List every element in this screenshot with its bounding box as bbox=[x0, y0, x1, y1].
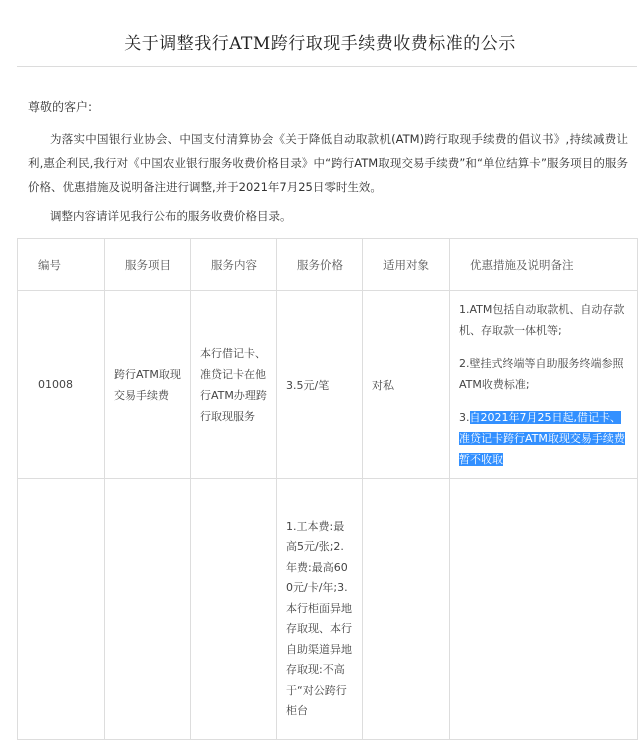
header-note: 优惠措施及说明备注 bbox=[450, 239, 638, 291]
cell-price-text: 1.工本费:最高5元/张;2.年费:最高600元/卡/年;3.本行柜面异地存取现、本行自助渠道异地存取现:不高于“对公跨行柜台 bbox=[286, 519, 352, 717]
title-divider bbox=[17, 66, 637, 67]
selected-text-highlight[interactable]: 自2021年7月25日起,借记卡、准贷记卡跨行ATM取现交易手续费暂不收取 bbox=[459, 411, 625, 466]
note-item-3 bbox=[459, 407, 628, 470]
cell-note bbox=[450, 291, 638, 479]
cell-target: 对私 bbox=[363, 291, 450, 479]
cell-id: 01008 bbox=[18, 291, 105, 479]
cell-item-empty bbox=[105, 479, 191, 740]
table-header-row bbox=[18, 239, 638, 291]
details-paragraph: 调整内容请详见我行公布的服务收费价格目录。 bbox=[50, 209, 292, 223]
header-price: 服务价格 bbox=[277, 239, 363, 291]
note-item-3-prefix: 3. bbox=[459, 411, 470, 424]
cell-target-empty bbox=[363, 479, 450, 740]
header-id: 编号 bbox=[18, 239, 105, 291]
cell-note-empty bbox=[450, 479, 638, 740]
header-target: 适用对象 bbox=[363, 239, 450, 291]
cell-item bbox=[105, 291, 191, 479]
table-row bbox=[18, 291, 638, 479]
greeting: 尊敬的客户: bbox=[28, 100, 93, 114]
cell-price bbox=[277, 479, 363, 740]
page-title: 关于调整我行ATM跨行取现手续费收费标准的公示 bbox=[124, 34, 516, 54]
table-row bbox=[18, 479, 638, 740]
cell-item-text: 跨行ATM取现交易手续费 bbox=[114, 367, 181, 402]
intro-paragraph: 为落实中国银行业协会、中国支付清算协会《关于降低自动取款机(ATM)跨行取现手续费的倡议书》,持续减费让利,惠企利民,我行对《中国农业银行服务收费价格目录》中“跨行ATM取现交易手续费”和“单位结算卡”服务项目的服务价格、优惠措施及说明备注进行调整,并于2021年7月25日零时生效。 bbox=[28, 132, 628, 194]
cell-content bbox=[191, 291, 277, 479]
note-item-2: 2.壁挂式终端等自助服务终端参照ATM收费标准; bbox=[459, 357, 624, 391]
header-content: 服务内容 bbox=[191, 239, 277, 291]
cell-content-empty bbox=[191, 479, 277, 740]
cell-id-empty bbox=[18, 479, 105, 740]
fee-table bbox=[17, 238, 638, 740]
cell-content-text: 本行借记卡、准贷记卡在他行ATM办理跨行取现服务 bbox=[200, 346, 267, 423]
note-item-1: 1.ATM包括自动取款机、自动存款机、存取款一体机等; bbox=[459, 303, 625, 337]
cell-price: 3.5元/笔 bbox=[277, 291, 363, 479]
header-item: 服务项目 bbox=[105, 239, 191, 291]
